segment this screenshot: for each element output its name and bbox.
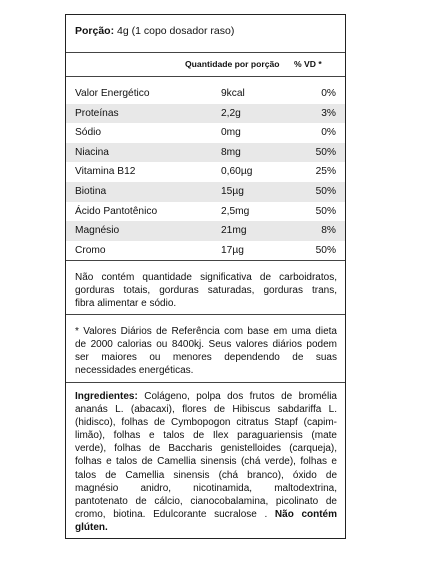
nutrient-name: Proteínas — [75, 107, 119, 119]
nutrient-quantity: 17µg — [221, 244, 244, 256]
allergen-warning-end: glúten. — [75, 521, 108, 533]
ingredients-line: verde), folhas de Baccharis genistelloides (carqueja), — [75, 443, 337, 455]
nutrient-quantity: 21mg — [221, 225, 247, 237]
daily-value-footnote — [75, 325, 337, 377]
footnote-line: * Valores Diários de Referência com base em uma dieta — [75, 326, 337, 337]
nutrient-name: Cromo — [75, 244, 106, 256]
nutrient-name: Biotina — [75, 186, 107, 197]
table-row — [66, 202, 345, 222]
ingredients-line — [75, 521, 337, 534]
table-row — [66, 143, 345, 163]
notice-line: Não contém quantidade significativa de carboidratos, — [75, 272, 337, 283]
nutrient-name: Niacina — [75, 146, 109, 158]
table-row — [66, 182, 345, 202]
portion-info — [75, 25, 234, 37]
nutrient-name: Ácido Pantotênico — [75, 205, 158, 217]
table-row — [66, 104, 345, 124]
ingredients-line: pantotenato de cálcio, cianocobalamina, picolinato de — [75, 495, 337, 507]
nutrient-daily-value: 3% — [321, 107, 336, 119]
ingredients-line — [75, 508, 337, 521]
nutrient-quantity: 0,60µg — [221, 166, 253, 178]
ingredients-line — [75, 390, 337, 403]
table-row — [66, 221, 345, 241]
notice-line: gorduras totais, gorduras saturadas, gorduras trans, — [75, 285, 337, 297]
header-quantity: Quantidade por porção — [185, 59, 280, 69]
divider — [66, 76, 345, 77]
nutrient-quantity: 9kcal — [221, 88, 245, 99]
nutrient-name: Sódio — [75, 127, 102, 139]
nutrient-quantity: 15µg — [221, 186, 244, 197]
footnote-line: ser maiores ou menores dependendo de suas — [75, 352, 337, 364]
nutrient-quantity: 8mg — [221, 146, 241, 158]
not-significant-notice — [75, 271, 337, 310]
nutrient-name: Valor Energético — [75, 88, 150, 99]
portion-label: Porção: — [75, 25, 115, 37]
nutrient-daily-value: 50% — [315, 186, 336, 197]
divider — [66, 314, 345, 315]
divider — [66, 52, 345, 53]
divider — [66, 260, 345, 261]
ingredients-line: folhas e talos de Camellia sinensis (chá verde), folhas e — [75, 456, 337, 468]
nutrient-daily-value: 50% — [315, 146, 336, 158]
portion-value: 4g (1 copo dosador raso) — [117, 25, 235, 37]
nutrient-quantity: 2,2g — [221, 107, 241, 119]
footnote-line: de 2000 calorias ou 8400kj. Seus valores diários podem — [75, 339, 337, 351]
ingredients-line: magnésio anidro, nicotinamida, maltodextrina, — [75, 482, 337, 494]
nutrition-facts-panel — [65, 14, 346, 539]
nutrient-name: Magnésio — [75, 225, 120, 237]
nutrient-daily-value: 8% — [321, 225, 336, 237]
nutrient-quantity: 2,5mg — [221, 205, 250, 217]
ingredients-line: talos de Camellia sinensis (chá branco), óxido de — [75, 469, 337, 481]
nutrient-daily-value: 0% — [321, 127, 336, 139]
table-row — [66, 123, 345, 143]
ingredients-line-text: Colágeno, polpa dos frutos de bromélia — [137, 391, 337, 402]
ingredients-line: (hidisco), folhas de Cymbopogon citratus Stapf (capim- — [75, 417, 337, 429]
allergen-warning: Não contém — [274, 508, 338, 520]
ingredients-line-text: cromo, biotina. Edulcorante sucralose . — [75, 508, 268, 520]
nutrient-daily-value: 50% — [315, 205, 336, 217]
nutrient-quantity: 0mg — [221, 127, 241, 139]
ingredients-line: limão), folhas e talos de Ilex paraguariensis (mate — [75, 430, 337, 442]
divider — [66, 382, 345, 383]
ingredients-line: ananás L. (abacaxi), flores de Hibiscus sabdariffa L. — [75, 404, 337, 416]
table-row — [66, 241, 345, 261]
nutrient-name: Vitamina B12 — [75, 166, 136, 178]
notice-line: fibra alimentar e sódio. — [75, 298, 177, 310]
footnote-line: necessidades energéticas. — [75, 365, 194, 377]
nutrient-daily-value: 25% — [315, 166, 336, 178]
table-row — [66, 162, 345, 182]
ingredients-label: Ingredientes: — [75, 391, 138, 402]
table-row — [66, 84, 345, 104]
nutrient-daily-value: 50% — [315, 244, 336, 256]
nutrient-daily-value: 0% — [321, 88, 336, 99]
ingredients-text — [75, 390, 337, 534]
header-daily-value: % VD * — [294, 59, 322, 69]
